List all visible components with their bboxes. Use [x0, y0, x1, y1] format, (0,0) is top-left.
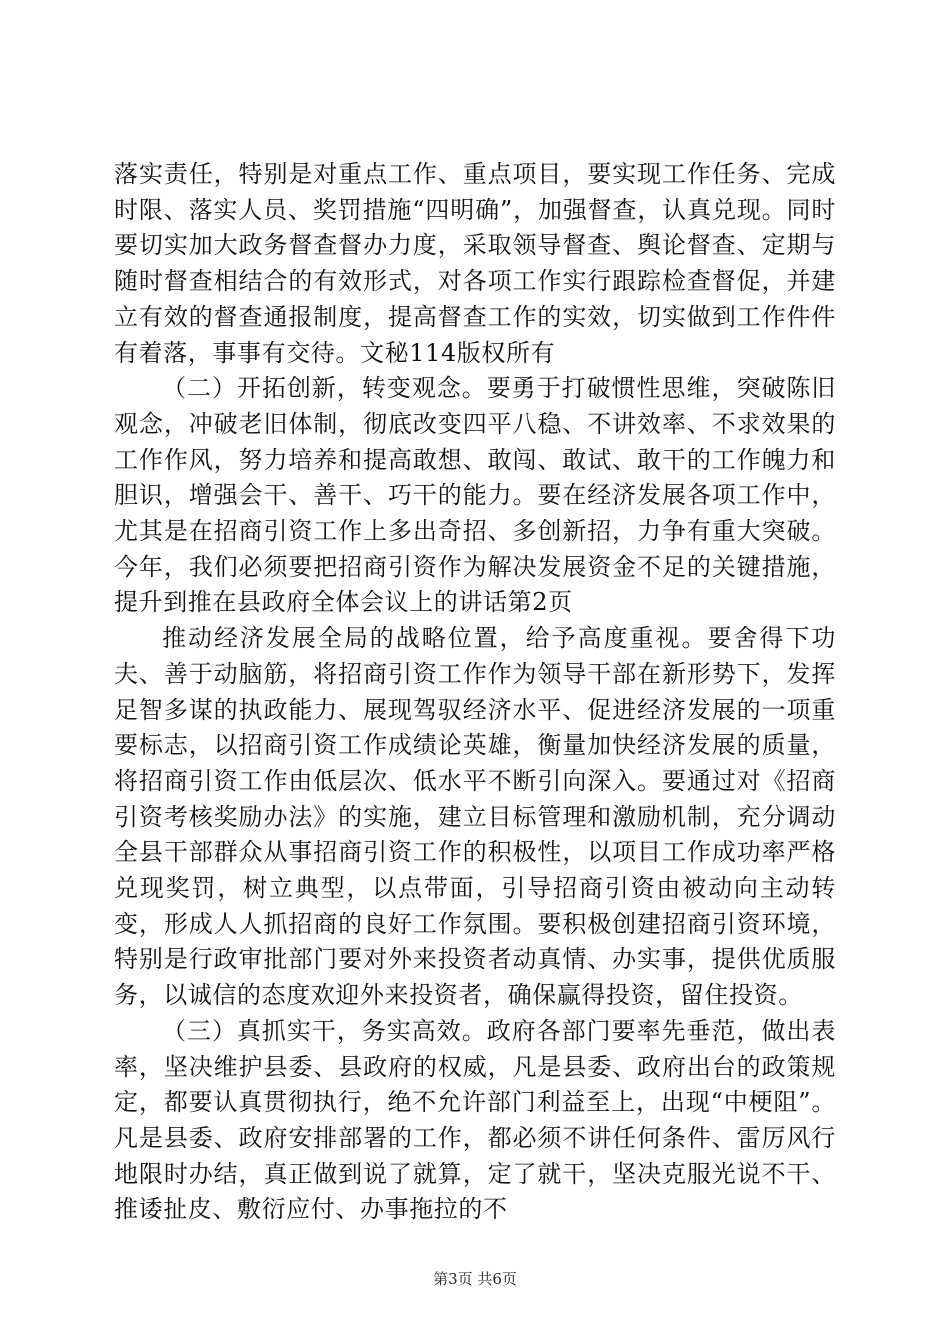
paragraph-4: （三）真抓实干，务实高效。政府各部门要率先垂范，做出表率，坚决维护县委、县政府的权威，凡是县委、政府出台的政策规定，都要认真贯彻执行，绝不允许部门利益至上，出现“中梗阻”。凡是县委、政府安排部署的工作，都必须不讲任何条件、雷厉风行地限时办结，真正做到说了就算，定了就干，坚决克服光说不干、推诿扯皮、敷衍应付、办事拖拉的不	[114, 1016, 836, 1224]
page-footer: 第3页 共6页	[433, 1270, 517, 1288]
paragraph-1: 落实责任，特别是对重点工作、重点项目，要实现工作任务、完成时限、落实人员、奖罚措施“四明确”，加强督查，认真兑现。同时要切实加大政务督查督办力度，采取领导督查、舆论督查、定期与随时督查相结合的有效形式，对各项工作实行跟踪检查督促，并建立有效的督查通报制度，提高督查工作的实效，切实做到工作件件有着落，事事有交待。文秘114版权所有	[114, 160, 836, 367]
paragraph-2: （二）开拓创新，转变观念。要勇于打破惯性思维，突破陈旧观念，冲破老旧体制，彻底改变四平八稳、不讲效率、不求效果的工作作风，努力培养和提高敢想、敢闯、敢试、敢干的工作魄力和胆识，增强会干、善干、巧干的能力。要在经济发展各项工作中，尤其是在招商引资工作上多出奇招、多创新招，力争有重大突破。今年，我们必须要把招商引资作为解决发展资金不足的关键措施，提升到推在县政府全体会议上的讲话第2页	[114, 374, 836, 617]
document-body	[114, 157, 836, 1228]
paragraph-3: 推动经济发展全局的战略位置，给予高度重视。要舍得下功夫、善于动脑筋，将招商引资工作作为领导干部在新形势下，发挥足智多谋的执政能力、展现驾驭经济水平、促进经济发展的一项重要标志，以招商引资工作成绩论英雄，衡量加快经济发展的质量，将招商引资工作由低层次、低水平不断引向深入。要通过对《招商引资考核奖励办法》的实施，建立目标管理和激励机制，充分调动全县干部群众从事招商引资工作的积极性，以项目工作成功率严格兑现奖罚，树立典型，以点带面，引导招商引资由被动向主动转变，形成人人抓招商的良好工作氛围。要积极创建招商引资环境，特别是行政审批部门要对外来投资者动真情、办实事，提供优质服务，以诚信的态度欢迎外来投资者，确保赢得投资，留住投资。	[114, 624, 836, 1010]
